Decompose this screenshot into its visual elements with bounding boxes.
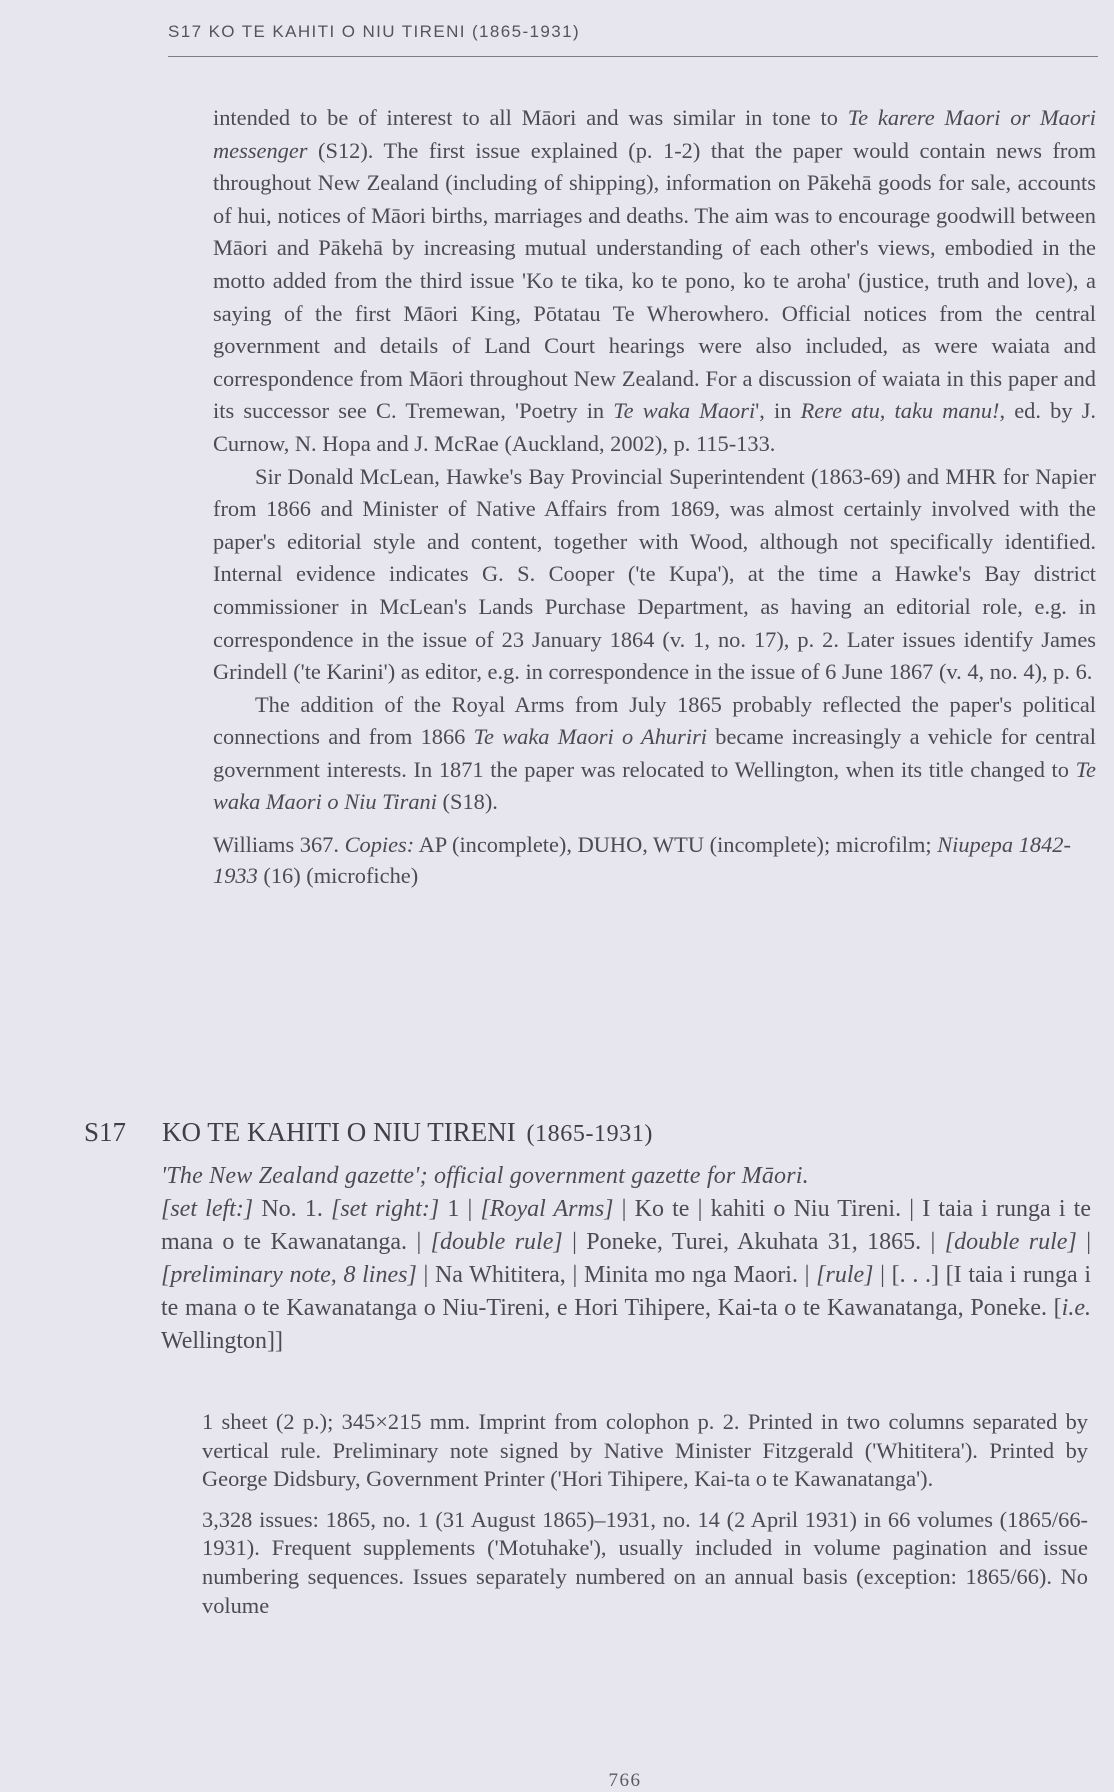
title-te-karere: Te karere Maori or Maori messenger	[213, 105, 1096, 163]
issue-statement: 3,328 issues: 1865, no. 1 (31 August 1865)–1931, no. 14 (2 April 1931) in 66 volumes (1865/66-1931). Frequent supplements ('Motuhake'), usually included in volume pagination and issue numbering sequences. Issues separately numbered on an annual basis (exception: 1865/66). No volume	[202, 1506, 1088, 1618]
s16-paragraph-2: Sir Donald McLean, Hawke's Bay Provincial Superintendent (1863-69) and MHR for Napier from 1866 and Minister of Native Affairs from 1869, was almost certainly involved with the paper's editorial style and content, together with Wood, although not specifically identified. Internal evidence indicates G. S. Cooper ('te Kupa'), at the time a Hawke's Bay district commissioner in McLean's Lands Purchase Department, as having an editorial role, e.g. in correspondence in the issue of 23 January 1864 (v. 1, no. 17), p. 2. Later issues identify James Grindell ('te Karini') as editor, e.g. in correspondence in the issue of 6 June 1867 (v. 4, no. 4), p. 6.	[213, 463, 1096, 685]
entry-description	[202, 1408, 1088, 1632]
title-rere-atu: Rere atu, taku manu!	[800, 398, 1000, 424]
physical-description: 1 sheet (2 p.); 345×215 mm. Imprint from colophon p. 2. Printed in two columns separated by vertical rule. Preliminary note signed by Native Minister Fitzgerald ('Whititera'). Printed by George Didsbury, Government Printer ('Hori Tihipere, Kai-ta o te Kawanatanga').	[202, 1409, 1088, 1492]
title-te-waka-maori: Te waka Maori	[613, 398, 756, 424]
entry-heading	[162, 1117, 653, 1148]
s16-continuation	[213, 102, 1096, 891]
entry-code: S17	[84, 1117, 127, 1147]
title-te-waka-maori-o-ahuriri: Te waka Maori o Ahuriri	[473, 724, 707, 750]
title-page-transcription: [set left:] No. 1. [set right:] 1 | [Royal Arms] | Ko te | kahiti o Niu Tireni. | I taia i runga i te mana o te Kawanatanga. | [double rule] | Poneke, Turei, Akuhata 31, 1865. | [double rule] | [preliminary note, 8 lines] | Na Whititera, | Minita mo nga Maori. | [rule] | [. . .] [I taia i runga i te mana o te Kawanatanga o Niu-Tireni, e Hori Tihipere, Kai-ta o te Kawanatanga, Poneke. [i.e. Wellington]]	[161, 1196, 1092, 1354]
s16-paragraph-3: The addition of the Royal Arms from July 1865 probably reflected the paper's political connections and from 1866 Te waka Maori o Ahuriri became increasingly a vehicle for central government interests. In 1871 the paper was relocated to Wellington, when its title changed to Te waka Maori o Niu Tirani (S18).	[213, 691, 1096, 815]
entry-transcription	[161, 1160, 1091, 1358]
header-rule	[168, 56, 1098, 57]
entry-subtitle: 'The New Zealand gazette'; official government gazette for Māori.	[161, 1163, 809, 1189]
s16-references: Williams 367. Copies: AP (incomplete), DUHO, WTU (incomplete); microfilm; Niupepa 1842-1933 (16) (microfiche)	[213, 832, 1071, 889]
title-te-waka-maori-o-niu-tirani: Te waka Maori o Niu Tirani	[213, 756, 1096, 815]
copies-label: Copies:	[344, 832, 415, 858]
entry-dates: (1865-1931)	[526, 1121, 654, 1147]
entry-title: KO TE KAHITI O NIU TIRENI	[162, 1117, 516, 1147]
page-number: 766	[608, 1770, 642, 1791]
s16-paragraph-1: intended to be of interest to all Māori and was similar in tone to Te karere Maori or Maori messenger (S12). The first issue explained (p. 1-2) that the paper would contain news from throughout New Zealand (including of shipping), information on Pākehā goods for sale, accounts of hui, notices of Māori births, marriages and deaths. The aim was to encourage goodwill between Māori and Pākehā by increasing mutual understanding of each other's views, embodied in the motto added from the third issue 'Ko te tika, ko te pono, ko te aroha' (justice, truth and love), a saying of the first Māori King, Pōtatau Te Wherowhero. Official notices from the central government and details of Land Court hearings were also included, as were waiata and correspondence from Māori throughout New Zealand. For a discussion of waiata in this paper and its successor see C. Tremewan, 'Poetry in Te waka Maori', in Rere atu, taku manu!, ed. by J. Curnow, N. Hopa and J. McRae (Auckland, 2002), p. 115-133.	[213, 105, 1097, 456]
title-niupepa: Niupepa 1842-1933	[213, 832, 1071, 889]
running-head: S17 KO TE KAHITI O NIU TIRENI (1865-1931)	[168, 22, 581, 41]
